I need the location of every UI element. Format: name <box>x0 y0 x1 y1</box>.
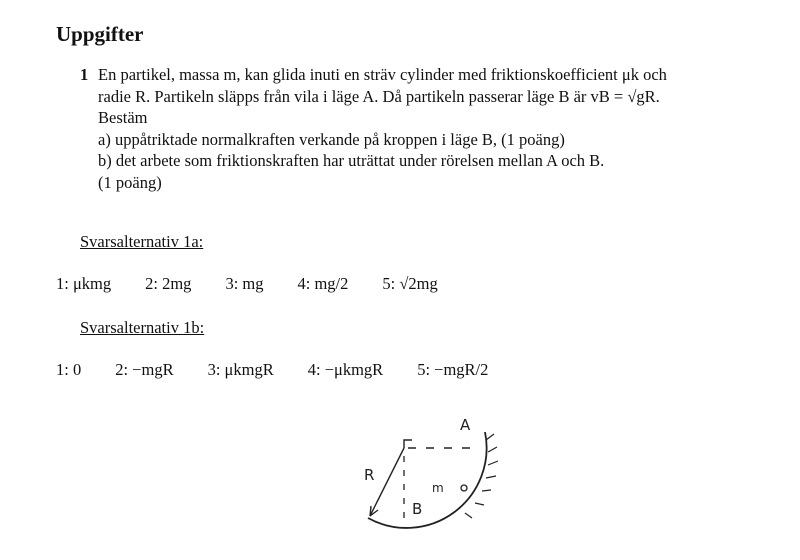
answer-heading-1b: Svarsalternativ 1b: <box>80 318 205 337</box>
answer-option-1a-1: 1: μkmg <box>56 274 112 293</box>
label-b: B <box>412 500 423 518</box>
problem-part-b: b) det arbete som friktionskraften har uträttat under rörelsen mellan A och B. <box>98 151 605 170</box>
problem-line-3: Bestäm <box>98 108 148 127</box>
answer-option-1b-2: 2: −mgR <box>115 360 174 379</box>
label-a: A <box>460 416 471 434</box>
problem-part-a: a) uppåtriktade normalkraften verkande på kroppen i läge B, (1 poäng) <box>98 129 565 149</box>
answer-option-1b-5: 5: −mgR/2 <box>417 360 489 379</box>
problem-line-2: radie R. Partikeln släpps från vila i läge A. Då partikeln passerar läge B är vB = √gR. <box>98 86 660 106</box>
answer-option-1b-1: 1: 0 <box>56 360 82 379</box>
answer-heading-1a: Svarsalternativ 1a: <box>80 232 204 251</box>
particle-m <box>461 485 467 491</box>
cylinder-diagram <box>340 410 510 550</box>
page-title: Uppgifter <box>56 22 144 46</box>
answer-option-1a-4: 4: mg/2 <box>297 274 349 293</box>
problem-line-1: En partikel, massa m, kan glida inuti en sträv cylinder med friktionskoefficient μk och <box>98 65 667 84</box>
problem-part-b-points: (1 poäng) <box>98 172 162 192</box>
radius-line <box>370 448 404 516</box>
cylinder-arc <box>368 432 487 528</box>
answer-options-1b <box>56 360 522 380</box>
answer-option-1b-3: 3: μkmgR <box>207 360 274 379</box>
problem-number: 1 <box>80 65 89 84</box>
answer-option-1b-4: 4: −μkmgR <box>307 360 384 379</box>
answer-option-1a-5: 5: √2mg <box>382 274 438 293</box>
problem-statement <box>80 64 770 193</box>
answer-option-1a-2: 2: 2mg <box>145 274 192 293</box>
center-marker <box>404 440 412 448</box>
label-r: R <box>364 466 375 484</box>
answer-option-1a-3: 3: mg <box>225 274 264 293</box>
answer-options-1a <box>56 274 472 294</box>
label-m: m <box>432 481 444 495</box>
